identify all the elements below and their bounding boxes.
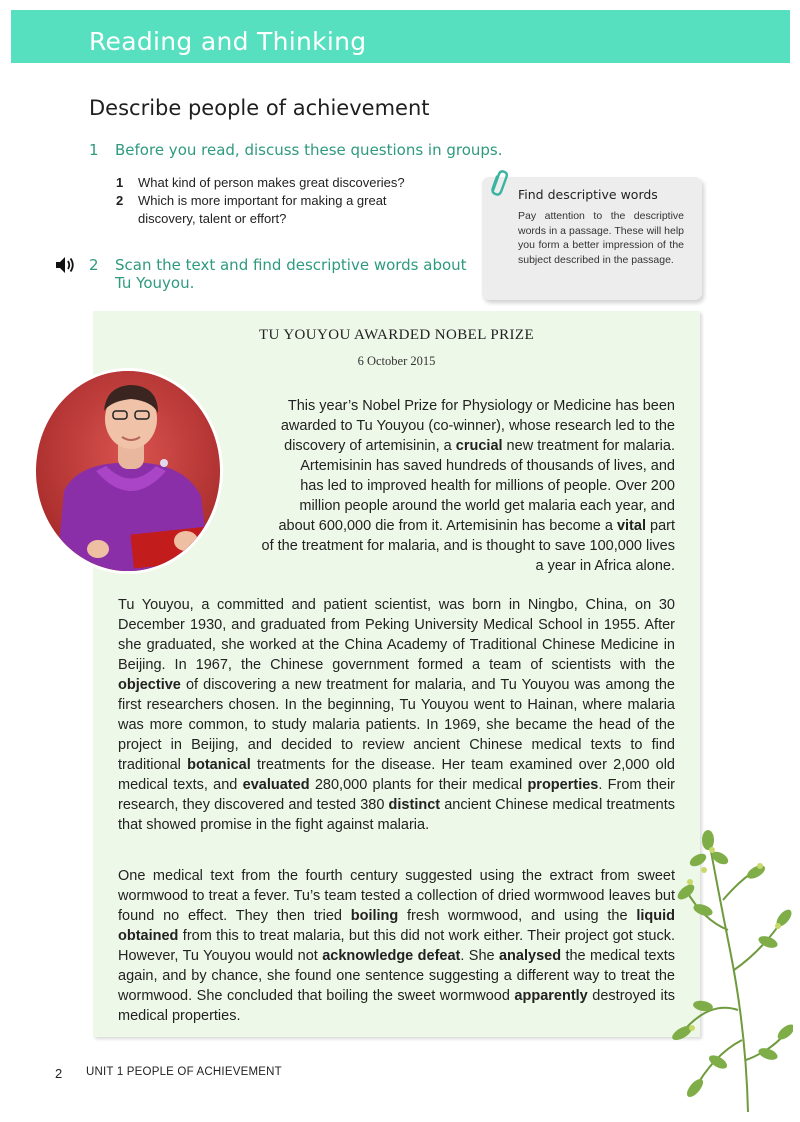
tip-title: Find descriptive words (518, 187, 658, 202)
article-line (278, 518, 675, 534)
article-line (300, 478, 675, 494)
keyword: distinct (388, 797, 441, 813)
article-line (281, 418, 675, 434)
question-item (116, 192, 446, 228)
text-run: part (645, 518, 675, 534)
text-run: has led to improved health for millions of people. Over 200 (300, 478, 675, 494)
text-run: 280,000 plants for their medical (309, 777, 528, 793)
question-text: Which is more important for making a great discovery, talent or effort? (138, 193, 387, 226)
task-1-text: Before you read, discuss these questions in groups. (115, 141, 503, 159)
task-2-text-line2: Tu Youyou. (115, 274, 195, 292)
text-run: discovery of artemisinin, a (284, 438, 456, 454)
task-2 (89, 256, 489, 292)
text-run: . From their research, they discovered and tested 380 (118, 777, 675, 813)
question-number: 1 (116, 175, 124, 190)
task-1-number: 1 (89, 141, 99, 159)
keyword: analysed (498, 948, 562, 964)
article-line (300, 458, 675, 474)
question-list (116, 174, 446, 228)
keyword: crucial (455, 438, 503, 454)
text-run: the medical texts again, and by chance, she found one sentence suggesting a different way to treat the wormwood. She concluded that boiling the sweet wormwood (118, 948, 675, 1004)
portrait-illustration (36, 371, 223, 574)
question-text: What kind of person makes great discoveries? (138, 175, 405, 190)
keyword: boiling (350, 908, 399, 924)
text-run: destroyed its medical properties. (118, 988, 675, 1024)
article-paragraph-2 (118, 595, 675, 835)
text-run: new treatment for malaria. (502, 438, 675, 454)
keyword: evaluated (242, 777, 310, 793)
text-run: Tu Youyou, a committed and patient scientist, was born in Ningbo, China, on 30 December 1930, and graduated from Peking University Medical School in 1955. After she graduated, she worked at the China Academy of Traditional Chinese Medicine in Beijing. In 1967, the Chinese government formed a team of scientists with the (118, 597, 675, 673)
text-run: million people around the world get malaria each year, and (299, 498, 675, 514)
keyword: vital (616, 518, 646, 534)
text-run: . She (460, 948, 499, 964)
article-line (262, 538, 676, 554)
keyword: botanical (187, 757, 251, 773)
text-run: Artemisinin has saved hundreds of thousands of lives, and (300, 458, 675, 474)
article-date: 6 October 2015 (357, 354, 436, 368)
article-paragraph-3 (118, 866, 675, 1026)
tip-box (482, 177, 702, 300)
keyword: objective (118, 677, 181, 693)
audio-speaker-icon[interactable] (55, 256, 77, 274)
text-run: of discovering a new treatment for malaria, and Tu Youyou was among the first researchers chosen. In the beginning, Tu Youyou went to Hainan, where malaria was more common, to study malaria patients. In 1969, she became the head of the project in Beijing, and decided to review ancient Chinese medical texts to find traditional (118, 677, 675, 773)
task-2-text-line1: Scan the text and find descriptive words about (115, 256, 467, 274)
article-title: TU YOUYOU AWARDED NOBEL PRIZE (258, 327, 535, 343)
task-1 (89, 141, 529, 159)
article-line (536, 558, 675, 574)
keyword: properties (527, 777, 599, 793)
text-run: about 600,000 die from it. Artemisinin has become a (278, 518, 617, 534)
text-run: One medical text from the fourth century suggested using the extract from sweet wormwood to treat a fever. Tu’s team tested a collection of dried wormwood leaves but found no effect. They then tried (118, 868, 675, 924)
paperclip-icon (490, 168, 510, 198)
text-run: from this to treat malaria, but this did not work either. Their project got stuck. However, Tu Youyou would not (118, 928, 675, 964)
text-run: This year’s Nobel Prize for Physiology or Medicine has been (287, 398, 675, 414)
wormwood-plant-illustration (668, 830, 793, 1112)
question-number: 2 (116, 193, 124, 208)
section-title: Describe people of achievement (89, 96, 430, 120)
text-run: treatments for the disease. Her team examined over 2,000 old medical texts, and (118, 757, 675, 793)
banner-title: Reading and Thinking (89, 27, 367, 56)
task-2-number: 2 (89, 256, 99, 274)
tu-youyou-photo (33, 368, 223, 574)
text-run: of the treatment for malaria, and is thought to save 100,000 lives (261, 538, 675, 554)
keyword: apparently (514, 988, 588, 1004)
text-run: ancient Chinese medical treatments that showed promise in the fight against malaria. (118, 797, 675, 833)
unit-label: UNIT 1 PEOPLE OF ACHIEVEMENT (86, 1066, 282, 1078)
text-run: fresh wormwood, and using the (398, 908, 637, 924)
keyword: acknowledge defeat (322, 948, 461, 964)
text-run: awarded to Tu Youyou (co-winner), whose research led to the (280, 418, 675, 434)
article-line (284, 438, 675, 454)
article-line (299, 498, 675, 514)
page-number: 2 (55, 1066, 63, 1081)
tip-body: Pay attention to the descriptive words in a passage. These will help you form a better impression of the subject described in the passage. (518, 210, 684, 266)
text-run: a year in Africa alone. (535, 558, 675, 574)
article-line (288, 398, 675, 414)
question-item (116, 174, 446, 192)
keyword: liquid obtained (118, 908, 675, 944)
